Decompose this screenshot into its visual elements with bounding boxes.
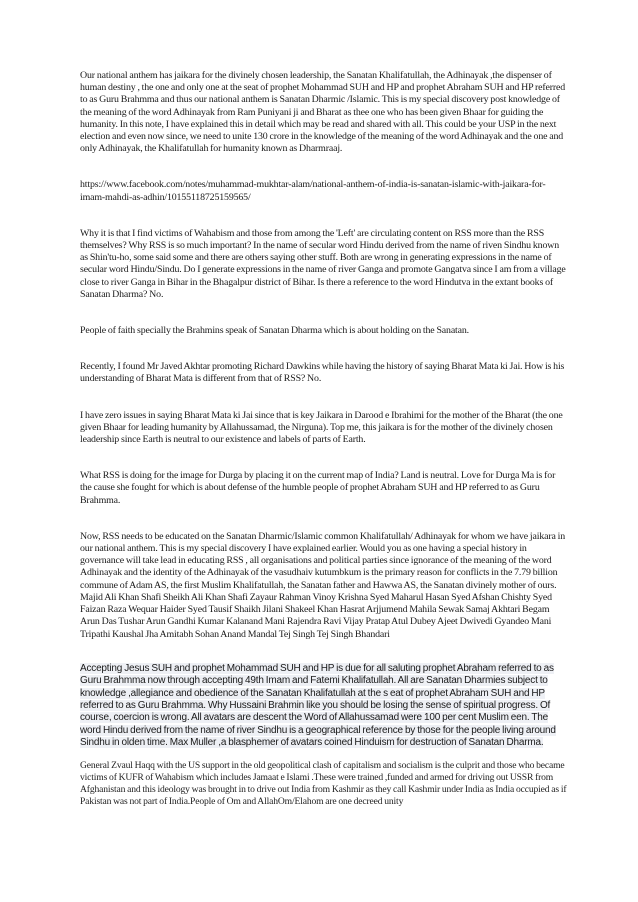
- paragraph-anthem: Our national anthem has jaikara for the divinely chosen leadership, the Sanatan Khalifatullah, the Adhinayak ,the dispenser of human destiny , the one and only one at the seat of prophet Mohammad SUH and HP and prophet Abraham SUH and HP referred to as Guru Brahmma and thus our national anthem is Sanatan Dharmic /Islamic. This is my special discovery post knowledge of the meaning of the word Adhinayak from Ram Puniyani ji and Bharat as thee one who has been given Bhaar for guiding the humanity. In this note, I have explained this in detail which may be read and shared with all. This could be your USP in the next election and even now since, we need to unite 130 crore in the knowledge of the meaning of the word Adhinayak and the one and only Adhinayak, the Khalifatullah for humanity known as Dharmraaj.: [80, 70, 566, 155]
- paragraph-javed-akhtar: Recently, I found Mr Javed Akhtar promoting Richard Dawkins while having the history of saying Bharat Mata ki Jai. How is his understanding of Bharat Mata is different from that of RSS? No.: [80, 361, 565, 385]
- paragraph-zyaul-haqq: General Zvaul Haqq with the US support in the old geopolitical clash of capitalism and socialism is the culprit and those who became victims of KUFR of Wahabism which includes Jamaat e Islami .These were trained ,funded and armed for driving out USSR from Afghanistan and this ideology was brought in to drive out India from Kashmir as they call Kashmir under India as India occupied as if Pakistan was not part of India.People of Om and AllahOm/Elahom are one decreed unity: [80, 759, 567, 807]
- paragraph-durga: What RSS is doing for the image for Durga by placing it on the current map of India? Land is neutral. Love for Durga Ma is for the cause she fought for which is about defense of the humble people of prophet Abraham SUH and HP referred to as Guru Brahmma.: [80, 470, 556, 506]
- highlighted-text: Accepting Jesus SUH and prophet Mohammad SUH and HP is due for all saluting prophet Abraham referred to as Guru Brahmma now through accepting 49th Imam and Fatemi Khalifatullah. All are Sanatan Dharmies subject to knowledge ,allegiance and obedience of the Sanatan Khalifatullah at the s eat of prophet Abraham SUH and HP referred to as Guru Brahmma. Why Hussaini Brahmin like you should be losing the sense of spiritual progress. Of course, coercion is wrong. All avatars are descent the Word of Allahussamad were 100 per cent Muslim een. The word Hindu derived from the name of river Sindhu is a geographical reference by those for the people living around Sindhu in olden time. Max Muller ,a blasphemer of avatars coined Hinduism for destruction of Sanatan Dharma.: [80, 662, 556, 749]
- paragraph-bharat-mata: I have zero issues in saying Bharat Mata ki Jai since that is key Jaikara in Darood e Ibrahimi for the mother of the Bharat (the one given Bhaar for leading humanity by Allahussamad, the Nirguna). Top me, this jaikara is for the mother of the divinely chosen leadership since Earth is neutral to our existence and labels of parts of Earth.: [80, 409, 563, 446]
- paragraph-brahmins: People of faith specially the Brahmins speak of Sanatan Dharma which is about holding on the Sanatan.: [80, 325, 469, 337]
- paragraph-rss-education: Now, RSS needs to be educated on the Sanatan Dharmic/Islamic common Khalifatullah/ Adhinayak for whom we have jaikara in our national anthem. This is my special discovery I have explained earlier. Would you as one having a special history in governance will take lead in educating RSS , all organisations and political parties since ignorance of the meaning of the word Adhinayak and the identity of the Adhinayak of the vasudhaiv kutumbkum is the primary reason for conflicts in the 7.79 billion commune of Adam AS, the first Muslim Khalifatullah, the Sanatan father and Hawwa AS, the Sanatan divinely mother of ours. Majid Ali Khan Shafi Sheikh Ali Khan Shafi Zayaur Rahman Vinoy Krishna Syed Maharul Hasan Syed Afshan Chishty Syed Faizan Raza Wequar Haider Syed Tausif Shaikh Jilani Shakeel Khan Hasrat Arjjumend Mahila Sewak Samaj Akhtari Begam Arun Das Tushar Arun Gandhi Kumar Kalanand Mani Rajendra Ravi Vijay Pratap Atul Dubey Ajeet Dwivedi Gyandeo Mani Tripathi Kaushal Jha Amitabh Sohan Anand Mandal Tej Singh Tej Singh Bhandari: [80, 530, 566, 640]
- highlighted-paragraph: [80, 663, 568, 750]
- facebook-note-link[interactable]: https://www.facebook.com/notes/muhammad-mukhtar-alam/national-anthem-of-india-is-sanatan-islamic-with-jaikara-for-imam-mahdi-as-adhin/10155118725159565/: [80, 179, 546, 203]
- paragraph-wahabism: Why it is that I find victims of Wahabism and those from among the 'Left' are circulating content on RSS more than the RSS themselves? Why RSS is so much important? In the name of secular word Hindu derived from the name of riven Sindhu known as Shin'tu-ho, some said some and there are others saying other stuff. Both are wrong in generating expressions in the name of secular word Hindu/Sindu. Do I generate expressions in the name of river Ganga and promote Gangatva since I am from a village close to river Ganga in Bihar in the Bhagalpur district of Bihar. Is there a reference to the word Hindutva in the extant books of Sanatan Dharma? No.: [80, 227, 566, 300]
